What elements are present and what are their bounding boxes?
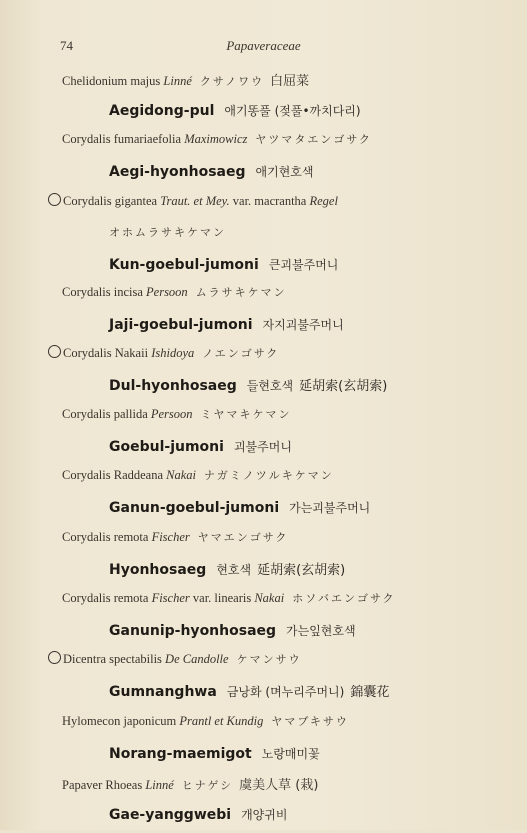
author-name: Linné [145, 777, 174, 792]
korean-name-line [109, 497, 370, 516]
korean-romanized-name: Aegi-hyonhosaeg [109, 164, 246, 181]
page-number: 74 [60, 38, 73, 53]
variety: var. linearis [192, 591, 252, 606]
korean-chinese-name: 錦囊花 [350, 685, 390, 701]
list-item [0, 588, 527, 649]
author-name: De Candolle [165, 652, 229, 667]
latin-name: Corydalis pallida [62, 407, 148, 422]
japanese-name: ナガミノツルキケマン [204, 469, 334, 483]
korean-romanized-name: Gae-yanggwebi [109, 806, 232, 823]
korean-hangul-name: 애기현호색 [255, 165, 314, 180]
korean-name-line [109, 314, 344, 333]
scientific-name-line [62, 131, 372, 147]
korean-hangul-name: 가는괴불주머니 [289, 501, 371, 516]
scientific-name-line [48, 193, 338, 209]
list-item [0, 649, 527, 710]
japanese-name: ムラサキケマン [195, 285, 287, 299]
japanese-name: ノエンゴサク [202, 346, 280, 360]
author-name: Maximowicz [184, 132, 248, 147]
circle-marker-icon [48, 345, 61, 358]
japanese-name: ミヤマキケマン [200, 408, 292, 422]
japanese-name: ヤツマタエンゴサク [255, 133, 372, 147]
latin-name: Corydalis Raddeana [62, 468, 164, 483]
japanese-name: ヒナゲシ [181, 778, 234, 792]
variety-author: Nakai [254, 591, 285, 606]
circle-marker-icon [48, 651, 61, 664]
scientific-name-line [62, 590, 396, 606]
author-name: Linné [163, 74, 192, 88]
scientific-name-line [62, 529, 288, 545]
scientific-name-line [48, 651, 302, 667]
page-header [0, 36, 527, 56]
korean-romanized-name: Jaji-goebul-jumoni [109, 316, 253, 333]
korean-hangul-name: 개양귀비 [241, 807, 288, 822]
korean-romanized-name: Dul-hyonhosaeg [109, 377, 237, 394]
korean-name-line [109, 436, 292, 455]
author-name: Prantl et Kundig [179, 713, 264, 728]
species-list [0, 68, 527, 833]
latin-name: Chelidonium majus [62, 74, 161, 88]
author-name: Ishidoya [151, 345, 195, 360]
scientific-name-line [62, 70, 309, 89]
author-name: Nakai [166, 468, 196, 483]
scientific-name-line [62, 467, 334, 483]
latin-name: Dicentra spectabilis [63, 652, 162, 667]
scientific-name-line [62, 284, 287, 300]
korean-hangul-name: 자지괴불주머니 [262, 317, 344, 332]
korean-name-line [109, 375, 387, 394]
korean-romanized-name: Aegidong-pul [109, 103, 215, 119]
korean-hangul-name: 노랑매미꽃 [261, 746, 320, 761]
korean-romanized-name: Hyonhosaeg [109, 561, 207, 578]
korean-romanized-name: Ganun-goebul-jumoni [109, 500, 280, 517]
korean-name-line [109, 559, 345, 578]
korean-name-line [109, 681, 389, 700]
list-item [0, 191, 527, 282]
latin-name: Papaver Rhoeas [62, 777, 143, 792]
scientific-name-line [62, 713, 349, 729]
korean-hangul-name: 큰괴불주머니 [268, 257, 339, 272]
korean-name-line [109, 804, 287, 823]
list-item [0, 404, 527, 465]
latin-name: Corydalis incisa [62, 284, 143, 299]
author-name: Persoon [146, 284, 188, 299]
scientific-name-line [48, 345, 279, 361]
korean-hangul-name: 가는잎현호색 [286, 624, 356, 639]
korean-chinese-name: 延胡索(玄胡索) [257, 562, 346, 578]
korean-name-line [109, 161, 314, 180]
list-item [0, 465, 527, 526]
list-item [0, 282, 527, 343]
japanese-name: クサノワウ [199, 75, 265, 88]
latin-name: Corydalis remota [62, 591, 149, 606]
korean-name-line [109, 743, 320, 762]
list-item [0, 711, 527, 772]
scientific-name-line [62, 406, 292, 422]
variety-author: Regel [309, 193, 338, 208]
korean-hangul-name: 금낭화 (며누리주머니) [226, 685, 345, 700]
scientific-name-line [62, 774, 318, 793]
latin-name: Corydalis remota [62, 529, 149, 544]
korean-hangul-name: 애기똥풀 (젖풀•까치다리) [224, 104, 361, 118]
korean-hangul-name: 현호색 [216, 562, 252, 577]
list-item [0, 527, 527, 588]
chinese-name: 虞美人草 (栽) [239, 777, 319, 793]
japanese-name: ヤマブキサウ [271, 714, 349, 728]
korean-name-line [109, 100, 361, 119]
korean-romanized-name: Kun-goebul-jumoni [109, 256, 259, 273]
author-name: Fischer [151, 591, 190, 606]
latin-name: Corydalis gigantea [63, 193, 158, 208]
korean-hangul-name: 들현호색 [246, 378, 294, 393]
korean-romanized-name: Gumnanghwa [109, 684, 217, 701]
variety: var. macrantha [232, 193, 307, 208]
korean-romanized-name: Ganunip-hyonhosaeg [109, 623, 277, 640]
author-name: Traut. et Mey. [160, 193, 230, 208]
korean-hangul-name: 괴불주머니 [233, 440, 292, 455]
list-item [0, 129, 527, 190]
running-head: Papaveraceae [226, 38, 301, 53]
latin-name: Hylomecon japonicum [62, 713, 177, 728]
japanese-name: ヤマエンゴサク [197, 530, 289, 544]
latin-name: Corydalis fumariaefolia [62, 132, 182, 147]
korean-romanized-name: Norang-maemigot [109, 745, 252, 762]
author-name: Persoon [150, 407, 193, 422]
list-item [0, 343, 527, 404]
korean-name-line [109, 620, 356, 639]
list-item [0, 772, 527, 833]
list-item [0, 68, 527, 129]
korean-chinese-name: 延胡索(玄胡索) [299, 378, 388, 394]
latin-name: Corydalis Nakaii [63, 345, 149, 360]
japanese-name: オホムラサキケマン [109, 225, 226, 239]
japanese-name: ホソバエンゴサク [292, 592, 396, 606]
author-name: Fischer [151, 529, 190, 544]
circle-marker-icon [48, 193, 61, 206]
korean-romanized-name: Goebul-jumoni [109, 439, 224, 456]
chinese-name: 白屈菜 [270, 74, 310, 89]
japanese-name: ケマンサウ [236, 653, 302, 667]
korean-name-line [109, 254, 338, 273]
